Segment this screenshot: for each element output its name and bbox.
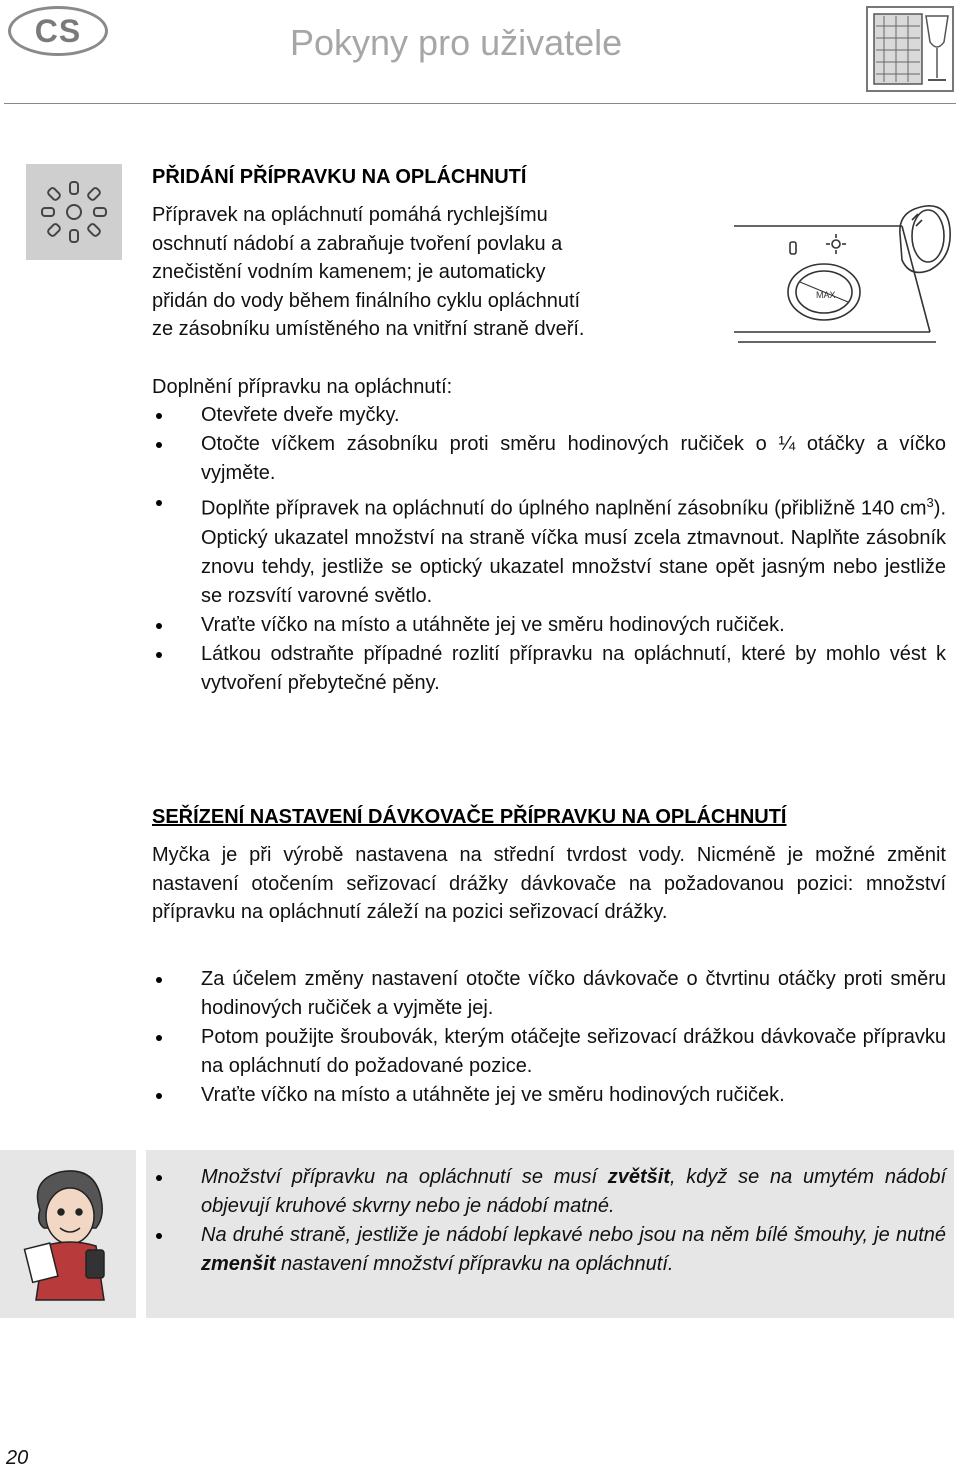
note-emphasis: zvětšit (607, 1166, 671, 1188)
intro-line: oschnutí nádobí a zabraňuje tvoření povlaku a (152, 232, 563, 255)
advisor-avatar (0, 1150, 136, 1318)
list-item: Otevřete dveře myčky. (152, 401, 946, 430)
dispenser-setting-intro: Myčka je při výrobě nastavena na střední tvrdost vody. Nicméně je možné změnit nastavení otočením seřizovací drážky dávkovače na požadovanou pozici: množství přípravku na opláchnutí záleží na pozici seřizovací drážky. (152, 844, 946, 924)
rinse-aid-intro (152, 201, 692, 344)
list-item: Vraťte víčko na místo a utáhněte jej ve směru hodinových ručiček. (152, 1081, 946, 1110)
list-item: Potom použijte šroubovák, kterým otáčejte seřizovací drážkou dávkovače přípravku na opláchnutí do požadované pozice. (152, 1023, 946, 1081)
page-number: 20 (6, 1447, 29, 1469)
note-text: Množství přípravku na opláchnutí se musí (201, 1166, 608, 1188)
list-item (152, 1163, 946, 1221)
list-item-text: Doplňte přípravek na opláchnutí do úplného naplnění zásobníku (přibližně 140 cm (201, 497, 927, 520)
dispenser-max-label: MAX (816, 290, 836, 300)
list-item: Otočte víčkem zásobníku proti směru hodinových ručiček o ¼ otáčky a víčko vyjměte. (152, 430, 946, 488)
rinse-aid-icon (26, 164, 122, 260)
intro-line: znečistění vodním kamenem; je automaticky (152, 261, 546, 284)
note-list (152, 1163, 946, 1279)
section-title-dispenser-setting: SEŘÍZENÍ NASTAVENÍ DÁVKOVAČE PŘÍPRAVKU NA OPLÁCHNUTÍ (152, 806, 787, 828)
refill-subheading: Doplnění přípravku na opláchnutí: (152, 376, 453, 398)
note-text: Na druhé straně, jestliže je nádobí lepkavé nebo jsou na něm bílé šmouhy, je nutné (201, 1224, 946, 1246)
note-text: nastavení množství přípravku na opláchnutí. (275, 1253, 674, 1275)
section-title-rinse-aid: PŘIDÁNÍ PŘÍPRAVKU NA OPLÁCHNUTÍ (152, 166, 527, 188)
rinse-aid-dispenser-illustration (730, 200, 952, 352)
note-box (146, 1150, 954, 1318)
dishwasher-glass-icon (866, 6, 954, 92)
page-title: Pokyny pro uživatele (290, 22, 623, 63)
intro-line: Přípravek na opláchnutí pomáhá rychlejšímu (152, 204, 548, 226)
list-item (152, 488, 946, 611)
intro-line: přidán do vody během finálního cyklu opláchnutí (152, 289, 581, 312)
list-item (152, 1221, 946, 1279)
header-divider (4, 103, 956, 104)
language-badge (8, 6, 108, 56)
language-code: CS (34, 12, 82, 49)
note-emphasis: zmenšit (201, 1253, 276, 1275)
list-item-text: ). Optický ukazatel množství na straně víčka musí zcela ztmavnout. Naplňte zásobník znovu tehdy, jestliže se optický ukazatel množství stane opět jasným nebo jestliže se rozsvítí varovné světlo. (201, 497, 946, 607)
intro-line: ze zásobníku umístěného na vnitřní straně dveří. (152, 318, 585, 341)
list-item: Za účelem změny nastavení otočte víčko dávkovače o čtvrtinu otáčky proti směru hodinových ručiček a vyjměte jej. (152, 965, 946, 1023)
list-item: Látkou odstraňte případné rozlití přípravku na opláchnutí, které by mohlo vést k vytvoření přebytečné pěny. (152, 640, 946, 698)
dispenser-setting-steps (152, 965, 946, 1110)
list-item: Vraťte víčko na místo a utáhněte jej ve směru hodinových ručiček. (152, 611, 946, 640)
refill-steps (152, 401, 946, 698)
superscript: 3 (926, 495, 934, 510)
note-text: , když se na umytém nádobí objevují kruhové skvrny nebo je nádobí matné. (201, 1166, 946, 1217)
